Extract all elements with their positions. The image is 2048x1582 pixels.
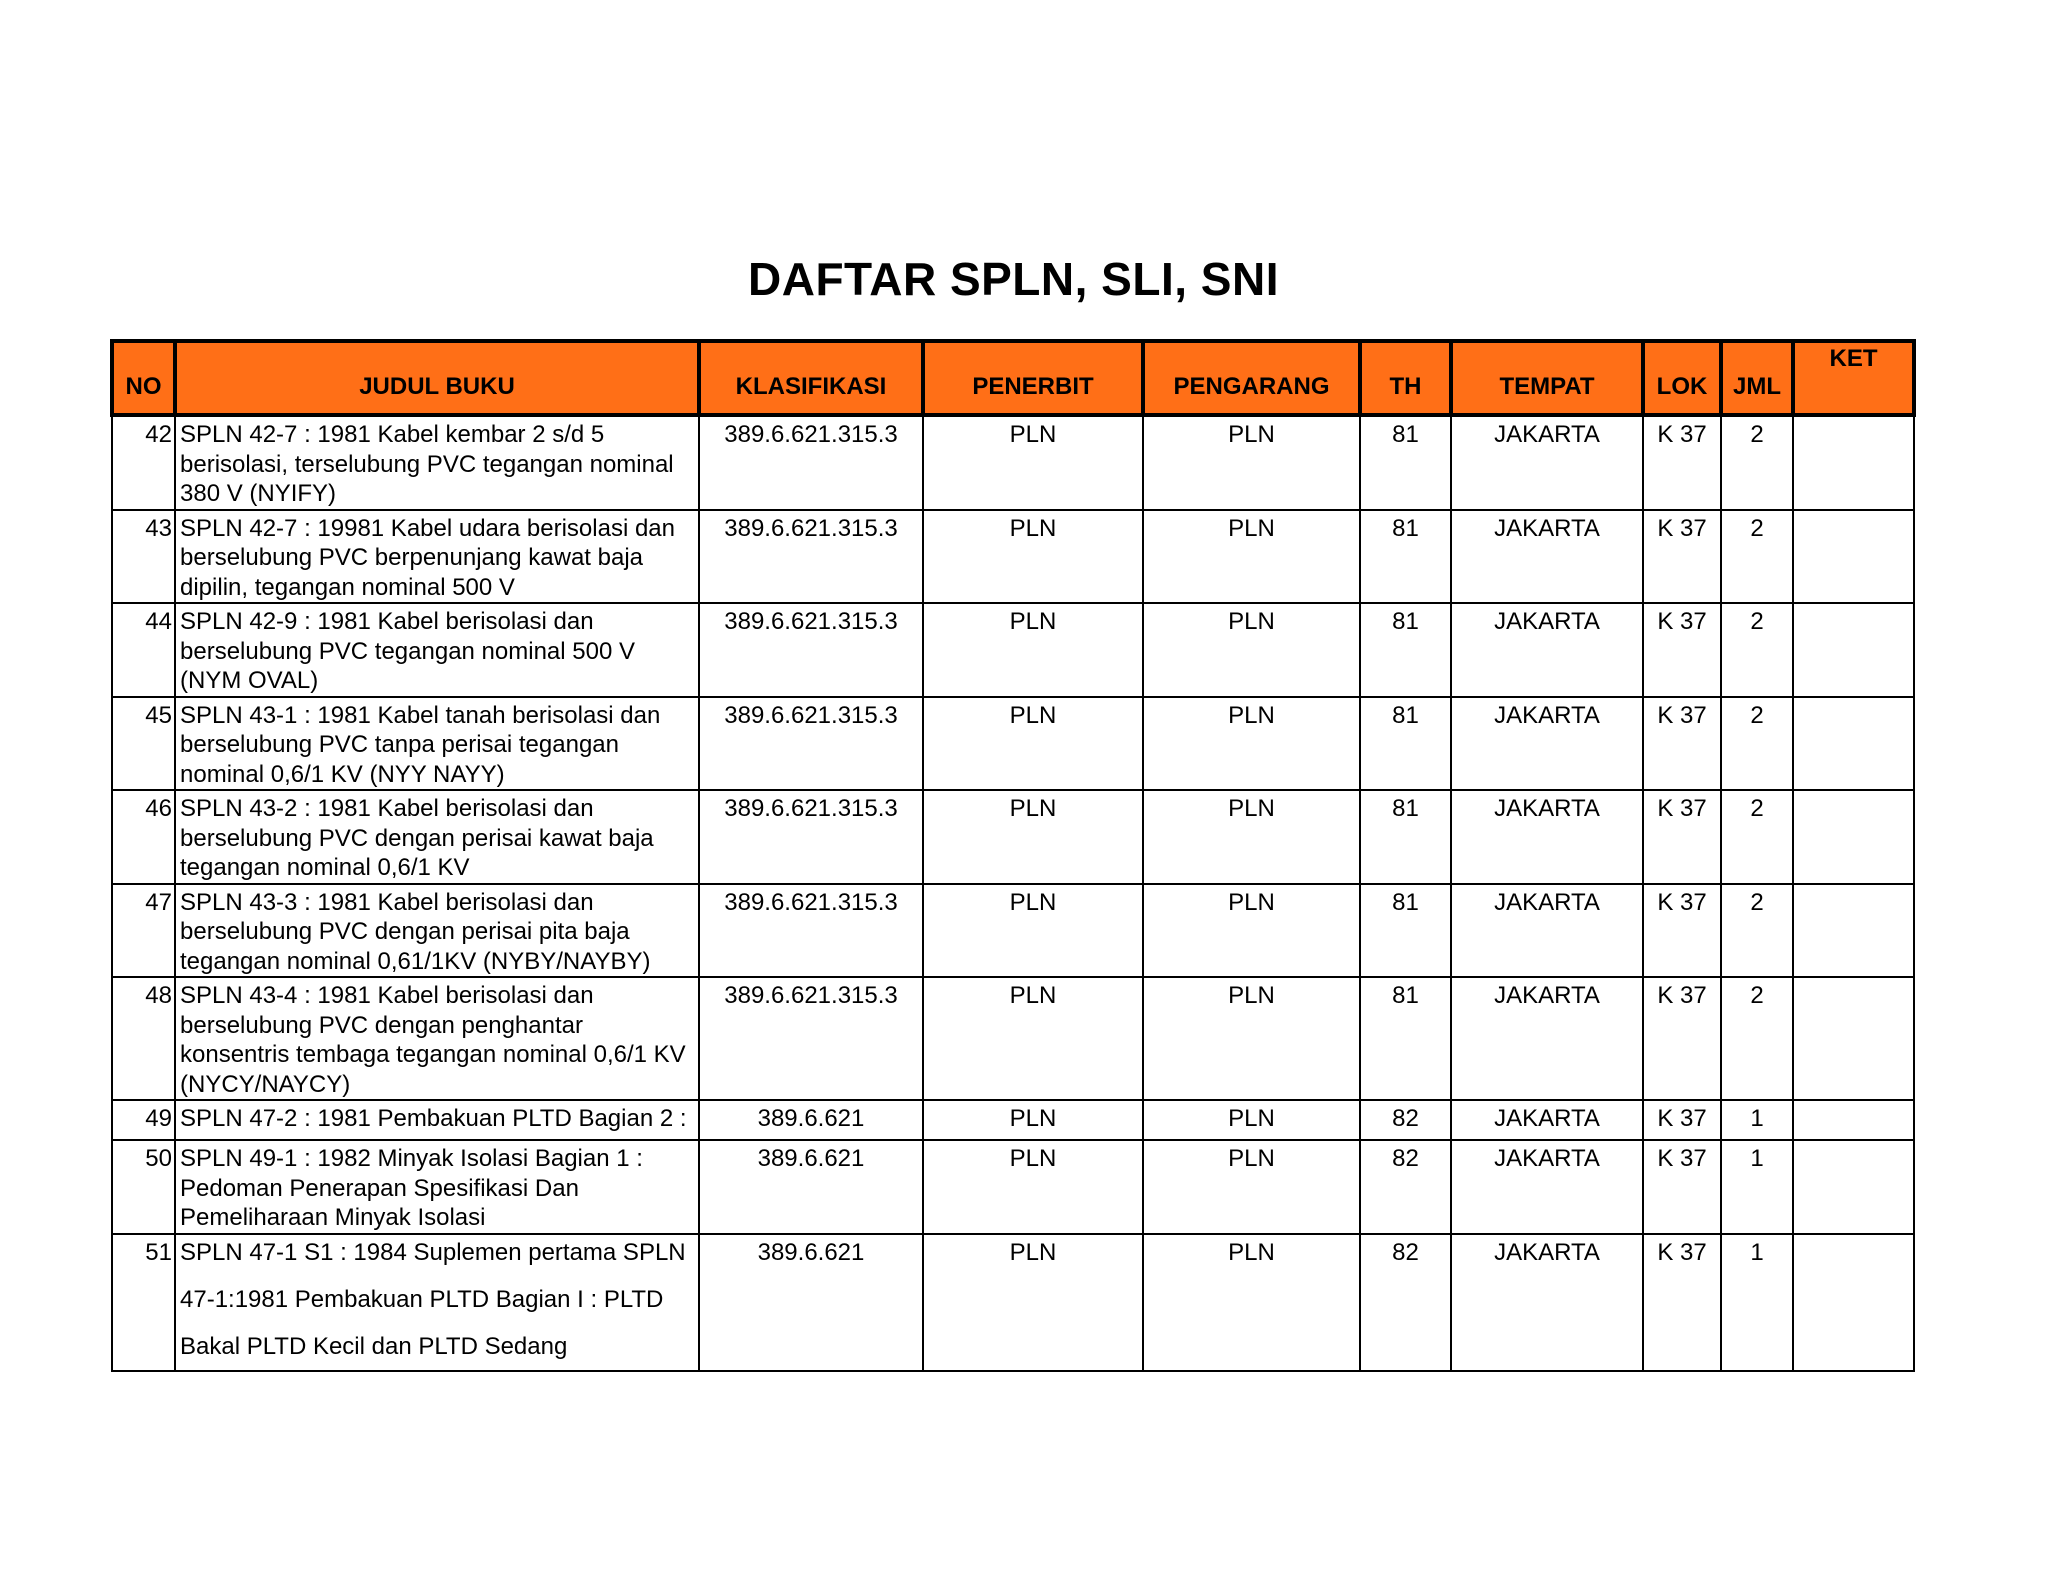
cell-klasifikasi: 389.6.621: [699, 1140, 923, 1234]
title-line: dipilin, tegangan nominal 500 V: [180, 573, 515, 601]
cell-pengarang: PLN: [1143, 415, 1360, 510]
cell-ket: [1793, 1234, 1914, 1371]
cell-th: 81: [1360, 977, 1451, 1100]
cell-penerbit: PLN: [923, 790, 1143, 884]
cell-lok: K 37: [1643, 415, 1721, 510]
table-row: [112, 1100, 1914, 1140]
table-row: [112, 603, 1914, 697]
title-line: tegangan nominal 0,61/1KV (NYBY/NAYBY): [180, 947, 651, 975]
title-line: berselubung PVC dengan perisai kawat baja: [180, 824, 654, 852]
table-body: [112, 415, 1914, 1371]
cell-lok: K 37: [1643, 510, 1721, 604]
title-line: SPLN 43-4 : 1981 Kabel berisolasi dan: [180, 982, 594, 1009]
cell-tempat: JAKARTA: [1451, 1234, 1643, 1371]
cell-ket: [1793, 697, 1914, 791]
cell-klasifikasi: 389.6.621.315.3: [699, 415, 923, 510]
cell-pengarang: PLN: [1143, 1234, 1360, 1371]
cell-lok: K 37: [1643, 697, 1721, 791]
cell-lok: K 37: [1643, 1140, 1721, 1234]
cell-lok: K 37: [1643, 977, 1721, 1100]
cell-penerbit: PLN: [923, 510, 1143, 604]
title-line: SPLN 42-7 : 1981 Kabel kembar 2 s/d 5: [180, 421, 605, 448]
cell-penerbit: PLN: [923, 1234, 1143, 1371]
cell-th: 81: [1360, 697, 1451, 791]
cell-tempat: JAKARTA: [1451, 415, 1643, 510]
cell-jml: 2: [1721, 415, 1793, 510]
column-header-jml: JML: [1721, 341, 1793, 415]
cell-jml: 2: [1721, 510, 1793, 604]
cell-tempat: JAKARTA: [1451, 1100, 1643, 1140]
table-row: [112, 697, 1914, 791]
cell-judul-buku: [175, 510, 699, 604]
cell-no: 45: [112, 697, 175, 791]
cell-lok: K 37: [1643, 1234, 1721, 1371]
cell-no: 47: [112, 884, 175, 978]
title-line: Pedoman Penerapan Spesifikasi Dan: [180, 1174, 579, 1202]
cell-klasifikasi: 389.6.621.315.3: [699, 603, 923, 697]
title-line: berselubung PVC berpenunjang kawat baja: [180, 544, 643, 571]
cell-klasifikasi: 389.6.621: [699, 1100, 923, 1140]
cell-jml: 2: [1721, 790, 1793, 884]
cell-th: 82: [1360, 1100, 1451, 1140]
cell-klasifikasi: 389.6.621: [699, 1234, 923, 1371]
cell-th: 81: [1360, 510, 1451, 604]
cell-ket: [1793, 790, 1914, 884]
title-line: Pemeliharaan Minyak Isolasi: [180, 1204, 486, 1231]
cell-judul-buku: [175, 697, 699, 791]
table-row: [112, 790, 1914, 884]
catalog-table: [110, 339, 1916, 1372]
cell-lok: K 37: [1643, 884, 1721, 978]
cell-no: 42: [112, 415, 175, 510]
cell-lok: K 37: [1643, 603, 1721, 697]
cell-tempat: JAKARTA: [1451, 977, 1643, 1100]
cell-judul-buku: [175, 1234, 699, 1371]
cell-th: 81: [1360, 415, 1451, 510]
cell-pengarang: PLN: [1143, 1100, 1360, 1140]
title-line: SPLN 43-1 : 1981 Kabel tanah berisolasi dan: [180, 701, 661, 729]
cell-ket: [1793, 977, 1914, 1100]
cell-jml: 2: [1721, 697, 1793, 791]
cell-tempat: JAKARTA: [1451, 697, 1643, 791]
title-line: SPLN 43-3 : 1981 Kabel berisolasi dan: [180, 888, 594, 916]
title-line: konsentris tembaga tegangan nominal 0,6/1 KV: [180, 1041, 686, 1068]
table-row: [112, 510, 1914, 604]
cell-klasifikasi: 389.6.621.315.3: [699, 510, 923, 604]
title-line: Bakal PLTD Kecil dan PLTD Sedang: [180, 1332, 568, 1360]
cell-klasifikasi: 389.6.621.315.3: [699, 697, 923, 791]
title-line: tegangan nominal 0,6/1 KV: [180, 854, 470, 881]
column-header-th: TH: [1360, 341, 1451, 415]
cell-judul-buku: [175, 1100, 699, 1140]
table-row: [112, 1234, 1914, 1371]
cell-tempat: JAKARTA: [1451, 884, 1643, 978]
cell-tempat: JAKARTA: [1451, 790, 1643, 884]
title-line: berselubung PVC tanpa perisai tegangan: [180, 731, 619, 758]
cell-no: 46: [112, 790, 175, 884]
title-line: SPLN 47-1 S1 : 1984 Suplemen pertama SPLN: [180, 1238, 686, 1266]
cell-no: 50: [112, 1140, 175, 1234]
column-header-ket: KET: [1793, 341, 1914, 415]
cell-pengarang: PLN: [1143, 790, 1360, 884]
cell-judul-buku: [175, 415, 699, 510]
cell-jml: 1: [1721, 1100, 1793, 1140]
cell-penerbit: PLN: [923, 1100, 1143, 1140]
cell-th: 81: [1360, 603, 1451, 697]
cell-pengarang: PLN: [1143, 510, 1360, 604]
cell-jml: 2: [1721, 603, 1793, 697]
cell-judul-buku: [175, 977, 699, 1100]
cell-ket: [1793, 884, 1914, 978]
cell-pengarang: PLN: [1143, 603, 1360, 697]
cell-judul-buku: [175, 884, 699, 978]
title-line: SPLN 42-9 : 1981 Kabel berisolasi dan: [180, 608, 594, 635]
cell-no: 51: [112, 1234, 175, 1371]
column-header-klasifikasi: KLASIFIKASI: [699, 341, 923, 415]
title-line: SPLN 43-2 : 1981 Kabel berisolasi dan: [180, 795, 594, 822]
title-line: berselubung PVC dengan penghantar: [180, 1011, 583, 1039]
title-line: (NYM OVAL): [180, 667, 319, 694]
cell-no: 43: [112, 510, 175, 604]
cell-tempat: JAKARTA: [1451, 603, 1643, 697]
cell-tempat: JAKARTA: [1451, 510, 1643, 604]
cell-judul-buku: [175, 790, 699, 884]
cell-penerbit: PLN: [923, 1140, 1143, 1234]
cell-pengarang: PLN: [1143, 884, 1360, 978]
title-line: berselubung PVC tegangan nominal 500 V: [180, 637, 635, 665]
column-header-pengarang: PENGARANG: [1143, 341, 1360, 415]
column-header-judul-buku: JUDUL BUKU: [175, 341, 699, 415]
title-line: berselubung PVC dengan perisai pita baja: [180, 918, 630, 945]
cell-ket: [1793, 1100, 1914, 1140]
cell-th: 81: [1360, 790, 1451, 884]
title-line: SPLN 47-2 : 1981 Pembakuan PLTD Bagian 2 :: [180, 1105, 687, 1132]
cell-ket: [1793, 510, 1914, 604]
cell-lok: K 37: [1643, 1100, 1721, 1140]
table-header-row: [112, 341, 1914, 415]
title-line: nominal 0,6/1 KV (NYY NAYY): [180, 760, 505, 788]
cell-no: 48: [112, 977, 175, 1100]
table-row: [112, 884, 1914, 978]
cell-ket: [1793, 415, 1914, 510]
title-line: SPLN 42-7 : 19981 Kabel udara berisolasi dan: [180, 514, 675, 542]
cell-tempat: JAKARTA: [1451, 1140, 1643, 1234]
cell-th: 82: [1360, 1234, 1451, 1371]
title-line: SPLN 49-1 : 1982 Minyak Isolasi Bagian 1 :: [180, 1145, 643, 1172]
cell-penerbit: PLN: [923, 603, 1143, 697]
title-line: 47-1:1981 Pembakuan PLTD Bagian I : PLTD: [180, 1285, 664, 1313]
column-header-tempat: TEMPAT: [1451, 341, 1643, 415]
cell-judul-buku: [175, 1140, 699, 1234]
cell-judul-buku: [175, 603, 699, 697]
page-title: DAFTAR SPLN, SLI, SNI: [748, 253, 1279, 305]
column-header-lok: LOK: [1643, 341, 1721, 415]
column-header-no: NO: [112, 341, 175, 415]
cell-jml: 2: [1721, 884, 1793, 978]
cell-no: 44: [112, 603, 175, 697]
cell-jml: 1: [1721, 1140, 1793, 1234]
cell-jml: 1: [1721, 1234, 1793, 1371]
cell-ket: [1793, 1140, 1914, 1234]
cell-jml: 2: [1721, 977, 1793, 1100]
cell-klasifikasi: 389.6.621.315.3: [699, 884, 923, 978]
cell-penerbit: PLN: [923, 977, 1143, 1100]
table-row: [112, 1140, 1914, 1234]
table-row: [112, 415, 1914, 510]
cell-penerbit: PLN: [923, 415, 1143, 510]
cell-penerbit: PLN: [923, 884, 1143, 978]
table-row: [112, 977, 1914, 1100]
title-line: 380 V (NYIFY): [180, 480, 337, 507]
cell-th: 82: [1360, 1140, 1451, 1234]
cell-penerbit: PLN: [923, 697, 1143, 791]
cell-pengarang: PLN: [1143, 697, 1360, 791]
cell-no: 49: [112, 1100, 175, 1140]
title-line: berisolasi, terselubung PVC tegangan nominal: [180, 450, 674, 478]
cell-lok: K 37: [1643, 790, 1721, 884]
title-line: (NYCY/NAYCY): [180, 1070, 351, 1098]
cell-pengarang: PLN: [1143, 977, 1360, 1100]
cell-th: 81: [1360, 884, 1451, 978]
cell-klasifikasi: 389.6.621.315.3: [699, 790, 923, 884]
cell-pengarang: PLN: [1143, 1140, 1360, 1234]
cell-klasifikasi: 389.6.621.315.3: [699, 977, 923, 1100]
column-header-penerbit: PENERBIT: [923, 341, 1143, 415]
cell-ket: [1793, 603, 1914, 697]
